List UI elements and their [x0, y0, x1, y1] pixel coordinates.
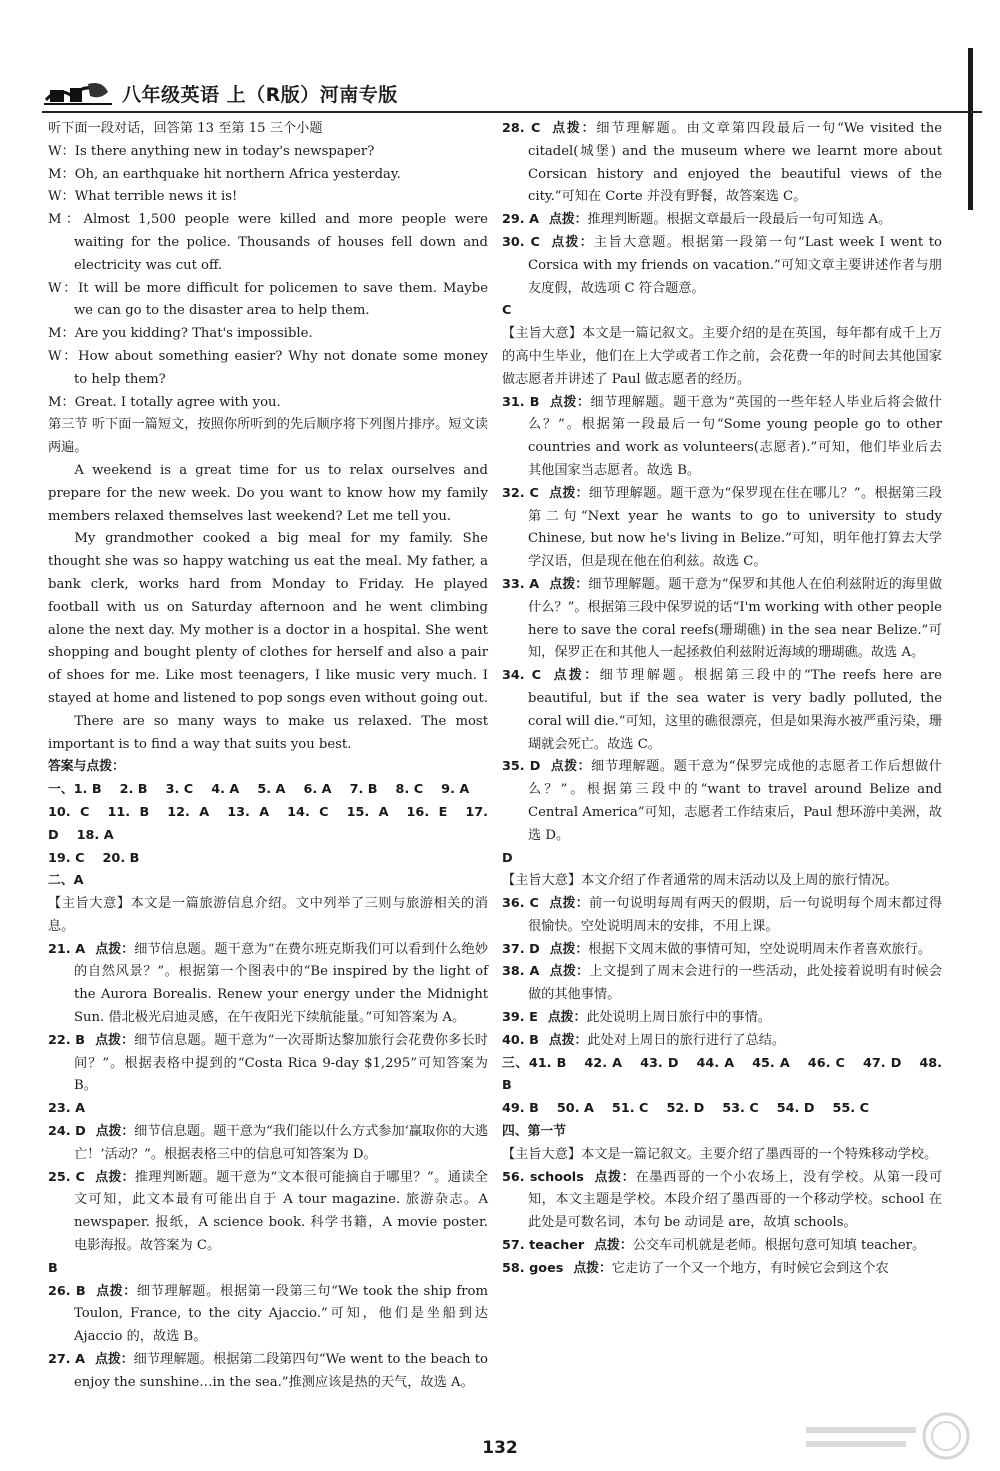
- left-column: [48, 118, 488, 1395]
- answer-row: [502, 1053, 942, 1099]
- explanation-text: 在墨西哥的一个小农场上，没有学校。从第一段可知，本文主题是学校。本段介绍了墨西哥的一个移动学校。school 在此处是可数名词，本句 be 动词是 are，故填 schools。: [528, 1169, 943, 1231]
- side-bar: [968, 48, 973, 210]
- question-number: 26. B: [48, 1283, 86, 1299]
- explanation-text: 推理判断题。根据文章最后一段最后一句可知选 A。: [587, 212, 892, 228]
- question-number: 37. D: [502, 941, 540, 957]
- right-column: [502, 118, 942, 1281]
- answer-item: 52. D: [666, 1101, 705, 1117]
- explanation-text: 细节理解题。由文章第四段最后一句“We visited the citadel(城堡) and the museum where we learnt more about Corsican history and enjoyed the beautiful views of the city.”可知在 Corte 并没有野餐，故答案选 C。: [528, 121, 943, 205]
- header-title: 八年级英语 上（R版）河南专版: [122, 83, 398, 106]
- text-paragraph: 【主旨大意】本文是一篇记叙文。主要介绍了墨西哥的一个特殊移动学校。: [502, 1146, 938, 1162]
- hint-label: 点拨：: [594, 1238, 633, 1254]
- text-paragraph: [502, 483, 942, 574]
- text-paragraph: [48, 939, 488, 1030]
- explanation-text: 细节信息题。题干意为“我们能以什么方式参加‘赢取你的大逃亡！’活动？”。根据表格三中的信息可知答案为 D。: [74, 1124, 489, 1162]
- question-number: 39. E: [502, 1010, 538, 1026]
- question-number: 21. A: [48, 941, 86, 957]
- right-explanations-2: [502, 1121, 942, 1281]
- explanation-text: 公交车司机就是老师。根据句意可知填 teacher。: [632, 1238, 926, 1254]
- answer-item: 13. A: [227, 804, 270, 820]
- text-paragraph: M：Oh, an earthquake hit northern Africa yesterday.: [48, 166, 401, 182]
- text-paragraph: A weekend is a great time for us to relax ourselves and prepare for the new week. Do you want to know how my family members relaxed themselves last weekend? Let me tell you.: [48, 462, 488, 524]
- text-paragraph: W：It will be more difficult for policemen to save them. Maybe we can go to the disaster area to help them.: [48, 280, 488, 319]
- answer-item: 50. A: [556, 1101, 594, 1117]
- question-number: 23. A: [48, 1101, 86, 1117]
- text-paragraph: [48, 1121, 488, 1167]
- text-paragraph: [502, 961, 942, 1007]
- explanation-text: 细节理解题。题干意为“英国的一些年轻人毕业后将会做什么？”。根据第一段最后一句“Some young people go to other countries and work as volunteers(志愿者).”可知，他们毕业后去其他国家当志愿者。故选 B。: [528, 394, 942, 478]
- text-paragraph: [502, 1167, 942, 1235]
- text-paragraph: [502, 1235, 942, 1258]
- hint-label: 点拨：: [550, 759, 592, 775]
- question-number: 24. D: [48, 1124, 86, 1140]
- answer-item: 49. B: [502, 1101, 539, 1117]
- text-paragraph: [502, 118, 942, 209]
- answer-item: 10. C: [48, 804, 90, 820]
- explanation-text: 推理判断题。题干意为“文本很可能摘自于哪里？”。通读全文可知，此文本最有可能出自于 A tour magazine. 旅游杂志。A newspaper. 报纸，A science book. 科学书籍，A movie poster. 电影海报。故答案为 C。: [74, 1169, 488, 1254]
- answer-row: [48, 802, 488, 848]
- question-number: 29. A: [502, 212, 540, 228]
- text-paragraph: [502, 1030, 942, 1053]
- explanation-text: 细节理解题。题干意为“保罗完成他的志愿者工作后想做什么？”。根据第三段中的“want to travel around Belize and Central America”可知，志愿者工作结束后，Paul 想环游中美洲，故选 D。: [528, 759, 942, 843]
- text-paragraph: [502, 392, 942, 483]
- hint-label: 点拨：: [548, 485, 589, 501]
- answer-item: 9. A: [441, 782, 470, 798]
- text-paragraph: W：How about something easier? Why not donate some money to help them?: [48, 348, 488, 387]
- hint-label: 点拨：: [549, 941, 589, 957]
- question-number: 33. A: [502, 576, 540, 592]
- hint-label: 点拨：: [550, 121, 597, 136]
- hint-label: 点拨：: [547, 1010, 587, 1026]
- answer-item: 45. A: [752, 1055, 790, 1071]
- answer-item: 51. C: [611, 1101, 649, 1117]
- listening-script: [48, 118, 488, 756]
- text-paragraph: [48, 1098, 488, 1121]
- text-paragraph: [502, 665, 942, 756]
- logo-graphic: [42, 78, 114, 108]
- text-paragraph: There are so many ways to make us relaxed. The most important is to find a way that suits you best.: [48, 713, 488, 752]
- question-number: 38. A: [502, 964, 540, 980]
- hint-label: 点拨：: [549, 212, 588, 228]
- hint-label: 点拨：: [549, 234, 594, 250]
- answer-row: [48, 848, 488, 871]
- hint-label: 点拨：: [95, 1352, 134, 1368]
- text-paragraph: M：Almost 1,500 people were killed and more people were waiting for the police. Thousands of houses fell down and electricity was cut off.: [48, 212, 488, 273]
- right-explanations: [502, 118, 942, 1053]
- text-paragraph: M：Are you kidding? That's impossible.: [48, 326, 313, 342]
- question-number: 27. A: [48, 1352, 86, 1368]
- text-paragraph: [502, 574, 942, 665]
- hint-label: 点拨：: [95, 941, 135, 957]
- book-logo: [42, 78, 114, 108]
- hint-label: 点拨：: [549, 394, 591, 410]
- header-rule: [42, 111, 982, 113]
- text-paragraph: [502, 1258, 942, 1281]
- left-explanations: [48, 870, 488, 1394]
- question-number: 40. B: [502, 1032, 539, 1048]
- text-paragraph: [48, 1281, 488, 1349]
- explanation-text: 前一句说明每周有两天的假期，后一句说明每个周末都过得很愉快。空处说明周末的安排，不用上课。: [528, 896, 943, 934]
- explanation-text: 此处对上周日的旅行进行了总结。: [587, 1032, 786, 1048]
- answer-item: 3. C: [165, 782, 194, 798]
- answer-item: 7. B: [349, 782, 378, 798]
- watermark-stamp: [796, 1410, 986, 1470]
- answer-item: 44. A: [696, 1055, 735, 1071]
- question-number: 28. C: [502, 121, 541, 136]
- explanation-text: 细节信息题。题干意为“一次哥斯达黎加旅行会花费你多长时间？”。根据表格中提到的“Costa Rica 9-day $1,295”可知答案为 B。: [74, 1032, 488, 1094]
- explanation-text: 根据下文周末做的事情可知，空处说明周末作者喜欢旅行。: [588, 941, 932, 957]
- explanation-text: 细节理解题。题干意为“保罗现在住在哪儿？”。根据第三段第二句“Next year he wants to go to university to study Chinese, but now he's living in Belize.”可知，明年他打算去大学学汉语，但是现在他在伯利兹。故选 C。: [528, 485, 942, 570]
- hint-label: 点拨：: [95, 1283, 137, 1299]
- text-paragraph: C: [502, 303, 512, 319]
- answer-item: 47. D: [862, 1055, 902, 1071]
- answer-item: 55. C: [832, 1101, 870, 1117]
- hint-label: 点拨：: [549, 576, 589, 592]
- answers-heading: 答案与点拨：: [48, 759, 125, 775]
- answer-key-grid: [48, 779, 488, 870]
- hint-label: 点拨：: [548, 1032, 588, 1048]
- question-number: 31. B: [502, 394, 540, 410]
- page-header: [42, 76, 512, 110]
- hint-label: 点拨：: [551, 668, 600, 684]
- question-number: 25. C: [48, 1169, 85, 1185]
- answer-item: 11. B: [107, 804, 150, 820]
- text-paragraph: 二、A: [48, 873, 84, 889]
- page-number: 132: [482, 1438, 518, 1458]
- question-number: 22. B: [48, 1032, 86, 1048]
- text-paragraph: My grandmother cooked a big meal for my family. She thought she was so happy watching us eat the meal. My father, a bank clerk, works hard from Monday to Friday. He played football with us on Saturday afternoon and he went climbing alone the next day. My mother is a doctor in a hospital. She went shopping and bought plenty of clothes for herself and also a pair of shoes for me. Like most teenagers, I like music very much. I stayed at home and listened to pop songs even without going out.: [48, 531, 488, 706]
- text-paragraph: [502, 1007, 942, 1030]
- text-paragraph: W：Is there anything new in today's newspaper?: [48, 143, 375, 159]
- answer-item: 18. A: [76, 827, 114, 843]
- explanation-text: 上文提到了周末会进行的一些活动，此处接着说明有时候会做的其他事情。: [528, 964, 943, 1003]
- text-paragraph: [502, 893, 942, 939]
- text-paragraph: [502, 209, 942, 232]
- answer-item: 42. A: [584, 1055, 623, 1071]
- text-paragraph: [48, 1030, 488, 1098]
- text-paragraph: 第三节 听下面一篇短文，按照你所听到的先后顺序将下列图片排序。短文读两遍。: [48, 417, 488, 456]
- question-number: 35. D: [502, 759, 541, 775]
- answer-item: 2. B: [119, 782, 148, 798]
- explanation-text: 细节信息题。题干意为“在费尔班克斯我们可以看到什么绝妙的自然风景？”。根据第一个图表中的“Be inspired by the light of the Aurora Borealis. Renew your energy under the Midnight Sun. 借北极光启迪灵感，在午夜阳光下续航能量。”可知答案为 A。: [74, 941, 489, 1026]
- answer-item: 53. C: [722, 1101, 759, 1117]
- answer-item: 4. A: [211, 782, 240, 798]
- text-paragraph: 【主旨大意】本文介绍了作者通常的周末活动以及上周的旅行情况。: [502, 873, 898, 889]
- text-paragraph: [502, 756, 942, 847]
- question-number: 34. C: [502, 668, 542, 684]
- hint-label: 点拨：: [548, 896, 589, 912]
- text-paragraph: [48, 1349, 488, 1395]
- text-paragraph: 【主旨大意】本文是一篇旅游信息介绍。文中列举了三则与旅游相关的消息。: [48, 896, 488, 934]
- question-number: 36. C: [502, 896, 539, 912]
- text-paragraph: W：What terrible news it is!: [48, 189, 238, 205]
- hint-label: 点拨：: [549, 964, 590, 980]
- explanation-text: 它走访了一个又一个地方，有时候它会到这个农: [611, 1260, 889, 1276]
- text-paragraph: 听下面一段对话，回答第 13 至第 15 三个小题: [48, 121, 323, 136]
- explanation-text: 细节理解题。根据第一段第三句“We took the ship from Toulon, France, to the city Ajaccio.”可知，他们是坐船到达 Ajaccio 的，故选 B。: [74, 1283, 488, 1345]
- answer-item: 8. C: [395, 782, 424, 798]
- explanation-text: 此处说明上周日旅行中的事情。: [586, 1010, 771, 1026]
- answer-item: 46. C: [807, 1055, 845, 1071]
- hint-label: 点拨：: [95, 1032, 135, 1048]
- answer-item: 三、41. B: [502, 1055, 567, 1071]
- answer-item: 5. A: [257, 782, 286, 798]
- text-paragraph: D: [502, 850, 513, 866]
- text-paragraph: B: [48, 1260, 58, 1276]
- answer-item: 一、1. B: [48, 782, 102, 798]
- answer-row: [48, 779, 488, 802]
- answer-row: [502, 1098, 942, 1121]
- answer-item: 14. C: [287, 804, 329, 820]
- question-number: 30. C: [502, 234, 540, 250]
- question-number: 32. C: [502, 485, 539, 501]
- question-number: 57. teacher: [502, 1238, 585, 1254]
- hint-label: 点拨：: [94, 1169, 135, 1185]
- explanation-text: 细节理解题。题干意为“保罗和其他人在伯利兹附近的海里做什么？”。根据第三段中保罗说的话“I'm working with other people here to save the coral reefs(珊瑚礁) in the sea near Belize.”可知，保罗正在和其他人一起拯救伯利兹附近海域的珊瑚礁。故选 A。: [528, 576, 943, 661]
- text-paragraph: [502, 939, 942, 962]
- text-paragraph: M：Great. I totally agree with you.: [48, 394, 281, 410]
- answer-item: 19. C: [48, 850, 85, 866]
- hint-label: 点拨：: [593, 1169, 636, 1185]
- hint-label: 点拨：: [573, 1260, 612, 1276]
- answer-item: 16. E: [406, 804, 448, 820]
- question-number: 56. schools: [502, 1169, 584, 1185]
- explanation-text: 主旨大意题。根据第一段第一句“Last week I went to Corsica with my friends on vacation.”可知文章主要讲述作者与朋友度假，故选项 C 符合题意。: [528, 234, 942, 296]
- text-paragraph: 【主旨大意】本文是一篇记叙文。主要介绍的是在英国，每年都有成千上万的高中生毕业，他们在上大学或者工作之前，会花费一年的时间去其他国家做志愿者并讲述了 Paul 做志愿者的经历。: [502, 326, 942, 387]
- answer-item: 20. B: [102, 850, 140, 866]
- answer-item: 15. A: [346, 804, 389, 820]
- answer-item: 54. D: [776, 1101, 815, 1117]
- text-paragraph: [502, 232, 942, 300]
- cloze-answer-grid: [502, 1053, 942, 1121]
- text-paragraph: 四、第一节: [502, 1124, 566, 1140]
- answer-item: 17. D: [48, 804, 488, 843]
- text-paragraph: [48, 1167, 488, 1258]
- question-number: 58. goes: [502, 1260, 564, 1276]
- answer-item: 43. D: [640, 1055, 679, 1071]
- explanation-text: 细节理解题。根据第二段第四句“We went to the beach to enjoy the sunshine…in the sea.”推测应该是热的天气，故选 A。: [74, 1352, 489, 1390]
- answer-item: 6. A: [303, 782, 332, 798]
- hint-label: 点拨：: [95, 1124, 135, 1140]
- explanation-text: 细节理解题。根据第三段中的“The reefs here are beautiful, but if the sea water is very badly polluted, the coral will die.”可知，这里的礁很漂亮，但是如果海水被严重污染，珊瑚就会死亡。故选 C。: [528, 668, 942, 752]
- answer-item: 48. B: [502, 1055, 943, 1094]
- answer-item: 12. A: [167, 804, 210, 820]
